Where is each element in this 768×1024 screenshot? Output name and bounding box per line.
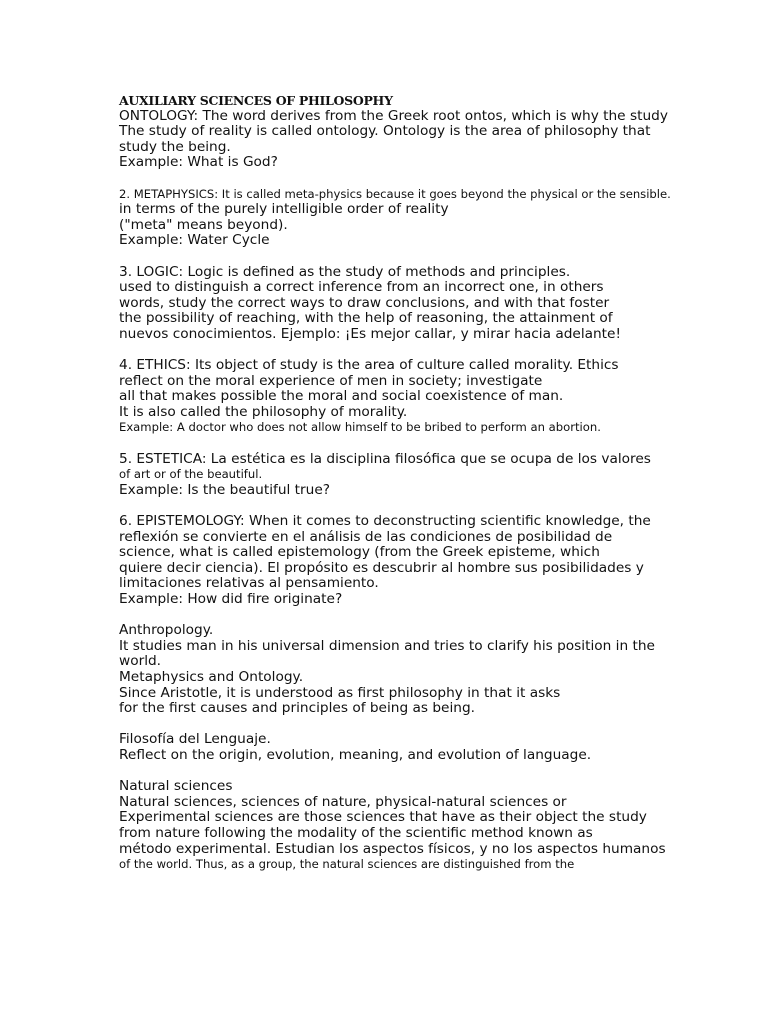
text-line: used to distinguish a correct inference from an incorrect one, in others [119, 279, 604, 296]
text-line: método experimental. Estudian los aspectos físicos, y no los aspectos humanos [119, 840, 666, 857]
text-line: 2. METAPHYSICS: It is called meta-physics because it goes beyond the physical or the sensible. [119, 186, 671, 201]
blank-line [119, 171, 709, 187]
text-line: Since Aristotle, it is understood as first philosophy in that it asks [119, 684, 561, 701]
document-title: AUXILIARY SCIENCES OF PHILOSOPHY [119, 93, 393, 108]
document-body [119, 109, 709, 873]
text-line: Example: How did fire originate? [119, 591, 343, 607]
text-line: Experimental sciences are those sciences that have as their object the study [119, 809, 647, 826]
text-line: science, what is called epistemology (from the Greek episteme, which [119, 544, 600, 561]
text-line: 6. EPISTEMOLOGY: When it comes to deconstructing scientific knowledge, the [119, 513, 651, 530]
text-line: words, study the correct ways to draw conclusions, and with that foster [119, 294, 610, 311]
text-line: It is also called the philosophy of morality. [119, 403, 408, 420]
text-line: Reflect on the origin, evolution, meaning, and evolution of language. [119, 746, 592, 763]
text-line: 4. ETHICS: Its object of study is the area of culture called morality. Ethics [119, 357, 619, 374]
text-line: Example: Water Cycle [119, 232, 270, 249]
text-line: limitaciones relativas al pensamiento. [119, 575, 379, 592]
text-line: It studies man in his universal dimension and tries to clarify his position in the [119, 637, 655, 654]
text-line: study the being. [119, 138, 231, 155]
text-line: the possibility of reaching, with the help of reasoning, the attainment of [119, 310, 613, 327]
blank-line [119, 249, 709, 265]
text-line: reflexión se convierte en el análisis de las condiciones de posibilidad de [119, 528, 613, 545]
text-line: Natural sciences [119, 778, 233, 795]
text-line: ("meta" means beyond). [119, 216, 288, 233]
text-line: all that makes possible the moral and social coexistence of man. [119, 388, 564, 405]
document-page [119, 93, 709, 873]
text-line: of art or of the beautiful. [119, 467, 263, 482]
text-line: world. [119, 653, 162, 670]
text-line: Example: What is God? [119, 154, 278, 171]
blank-line [119, 436, 709, 452]
text-line: for the first causes and principles of being as being. [119, 700, 475, 717]
blank-line [119, 717, 709, 733]
text-line: The study of reality is called ontology. Ontology is the area of philosophy that [119, 123, 651, 140]
text-line: Filosofía del Lenguaje. [119, 731, 271, 748]
text-line: reflect on the moral experience of men in society; investigate [119, 372, 543, 389]
text-line: of the world. Thus, as a group, the natural sciences are distinguished from the [119, 857, 575, 872]
blank-line [119, 764, 709, 780]
text-line: Example: A doctor who does not allow himself to be bribed to perform an abortion. [119, 420, 601, 435]
text-line: from nature following the modality of the scientific method known as [119, 824, 593, 841]
text-line: quiere decir ciencia). El propósito es descubrir al hombre sus posibilidades y [119, 559, 644, 576]
text-line: Metaphysics and Ontology. [119, 668, 304, 685]
blank-line [119, 498, 709, 514]
blank-line [119, 343, 709, 359]
text-line: in terms of the purely intelligible order of reality [119, 201, 449, 218]
text-line: 3. LOGIC: Logic is defined as the study of methods and principles. [119, 263, 571, 280]
text-line: Natural sciences, sciences of nature, physical-natural sciences or [119, 793, 567, 810]
text-line: 5. ESTETICA: La estética es la disciplina filosófica que se ocupa de los valores [119, 450, 651, 467]
blank-line [119, 608, 709, 624]
text-line: Example: Is the beautiful true? [119, 481, 331, 498]
text-line: ONTOLOGY: The word derives from the Greek root ontos, which is why the study [119, 107, 668, 124]
text-line: nuevos conocimientos. Ejemplo: ¡Es mejor callar, y mirar hacia adelante! [119, 325, 621, 342]
text-line: Anthropology. [119, 622, 214, 639]
